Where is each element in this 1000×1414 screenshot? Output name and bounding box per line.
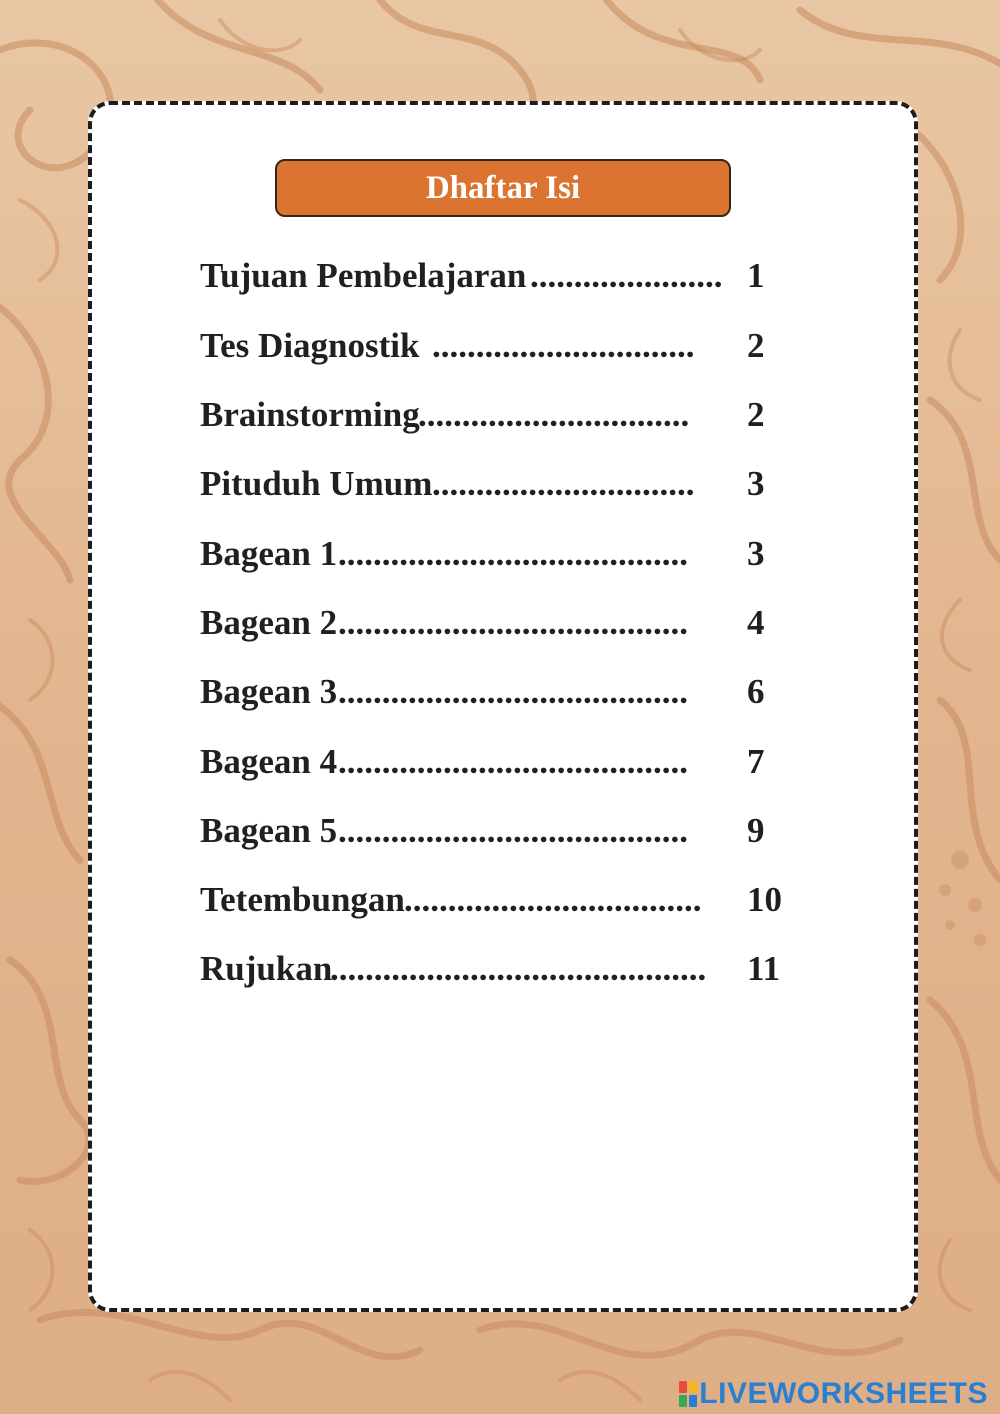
toc-page-number: 4 [747,603,765,642]
toc-page-number: 11 [747,949,781,988]
toc-row [200,742,790,782]
toc-row [200,464,790,504]
toc-label: Bagean 4 [200,742,338,781]
toc-leader-dots: ........................................... [330,949,707,988]
toc-page-number: 9 [747,811,765,850]
logo-text: LIVEWORKSHEETS [699,1377,988,1410]
toc-leader-dots: ........................................ [338,534,688,573]
toc-page-number: 1 [747,256,765,295]
logo-icon [679,1381,697,1407]
toc-label: Tetembungan [200,880,405,919]
toc-leader-dots: ........................................ [338,811,688,850]
toc-row [200,949,790,989]
toc-label: Rujukan [200,949,333,988]
toc-leader-dots: .................................. [404,880,702,919]
toc-label: Bagean 2 [200,603,338,642]
toc-leader-dots: .............................. [432,464,695,503]
toc-page-number: 2 [747,326,765,365]
toc-page-number: 3 [747,464,765,503]
toc-label: Bagean 3 [200,672,338,711]
toc-leader-dots: ............................... [418,395,690,434]
toc-page-number: 7 [747,742,765,781]
toc-page-number: 10 [747,880,782,919]
toc-row [200,326,790,366]
toc-row [200,534,790,574]
toc-row [200,395,790,435]
toc-label: Pituduh Umum [200,464,433,503]
toc-label: Tujuan Pembelajaran [200,256,527,295]
toc-row [200,880,790,920]
toc-row [200,603,790,643]
toc-label: Tes Diagnostik [200,326,420,365]
toc-page-number: 3 [747,534,765,573]
toc-leader-dots: ........................................ [338,672,688,711]
toc-label: Bagean 1 [200,534,338,573]
toc-leader-dots: ...................... [530,256,723,295]
toc-page-number: 2 [747,395,765,434]
toc-row [200,811,790,851]
toc-label: Brainstorming [200,395,420,434]
toc-leader-dots: ........................................ [338,742,688,781]
toc-leader-dots: ........................................ [338,603,688,642]
toc-row [200,672,790,712]
page-title: Dhaftar Isi [275,159,731,217]
toc-label: Bagean 5 [200,811,338,850]
toc-page-number: 6 [747,672,765,711]
toc-row [200,256,790,296]
liveworksheets-logo [679,1377,988,1410]
toc-leader-dots: .............................. [432,326,695,365]
